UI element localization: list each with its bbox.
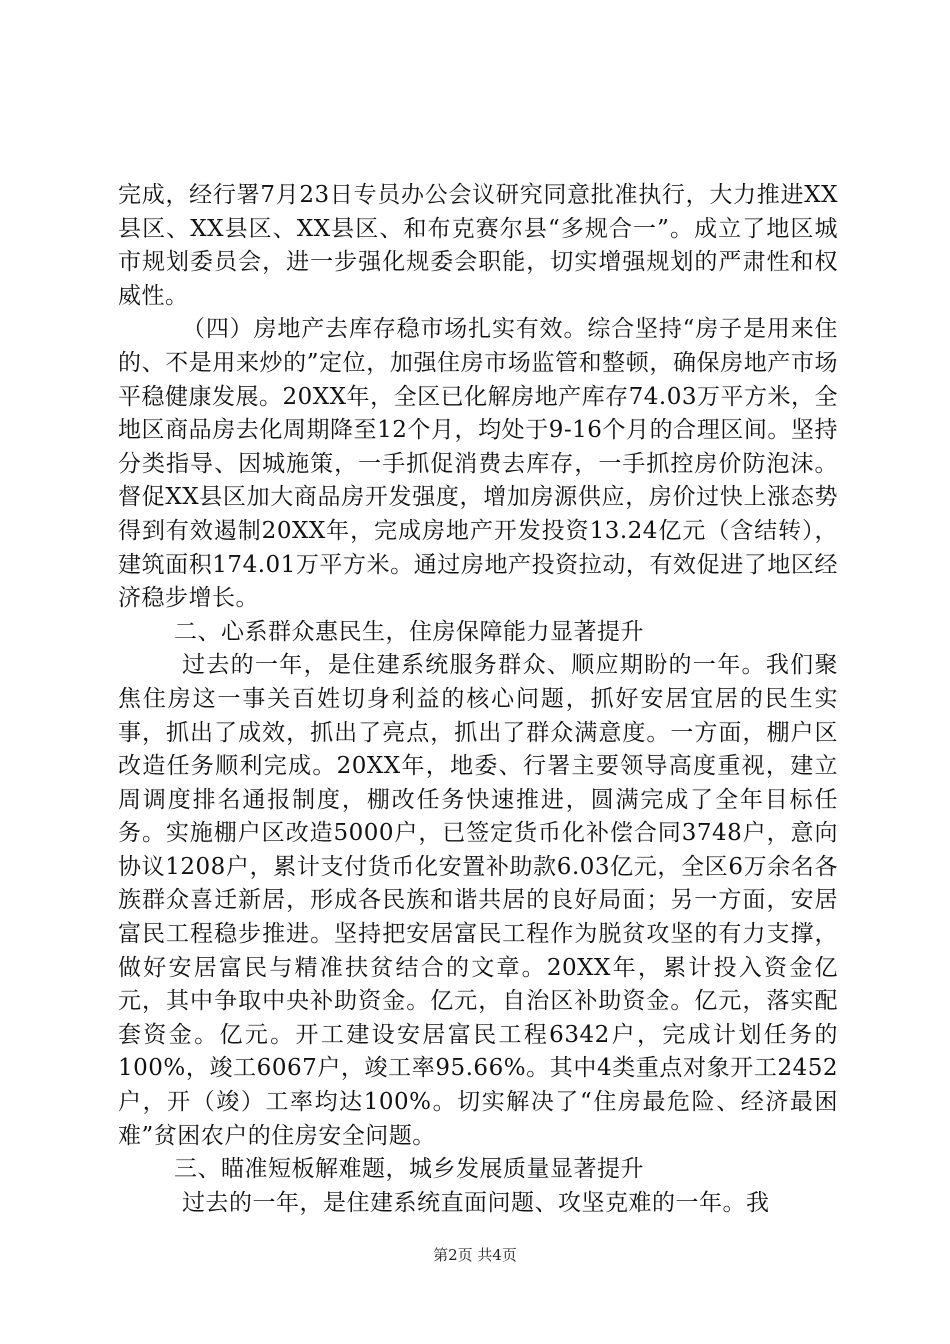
paragraph-real-estate: （四）房地产去库存稳市场扎实有效。综合坚持“房子是用来住的、不是用来炒的”定位，加强住房市场监管和整顿，确保房地产市场平稳健康发展。20XX年，全区已化解房地产库存74.03万平方米，全地区商品房去化周期降至12个月，均处于9-16个月的合理区间。坚持分类指导、因城施策，一手抓促消费去库存，一手抓控房价防泡沫。督促XX县区加大商品房开发强度，增加房源供应，房价过快上涨态势得到有效遏制20XX年，完成房地产开发投资13.24亿元（含结转），建筑面积174.01万平方米。通过房地产投资拉动，有效促进了地区经济稳步增长。 (118, 316, 838, 612)
section-heading-housing-security: 二、心系群众惠民生，住房保障能力显著提升 (174, 618, 644, 645)
paragraph-housing-security: 过去的一年，是住建系统服务群众、顺应期盼的一年。我们聚焦住房这一事关百姓切身利益的核心问题，抓好安居宜居的民生实事，抓出了成效，抓出了亮点，抓出了群众满意度。一方面，棚户区改造任务顺利完成。20XX年，地委、行署主要领导高度重视，建立周调度排名通报制度，棚改任务快速推进，圆满完成了全年目标任务。实施棚户区改造5000户，已签定货币化补偿合同3748户，意向协议1208户，累计支付货币化安置补助款6.03亿元，全区6万余名各族群众喜迁新居，形成各民族和谐共居的良好局面；另一方面，安居富民工程稳步推进。坚持把安居富民工程作为脱贫攻坚的有力支撑，做好安居富民与精准扶贫结合的文章。20XX年，累计投入资金亿元，其中争取中央补助资金。亿元，自治区补助资金。亿元，落实配套资金。亿元。开工建设安居富民工程6342户，完成计划任务的100%，竣工6067户，竣工率95.66%。其中4类重点对象开工2452户，开（竣）工率均达100%。切实解决了“住房最危险、经济最困难”贫困农户的住房安全问题。 (118, 652, 838, 1149)
document-body (118, 179, 838, 1220)
page-footer: 第2页 共4页 (433, 1246, 517, 1264)
paragraph-planning-continuation: 完成，经行署7月23日专员办公会议研究同意批准执行，大力推进XX县区、XX县区、XX县区、和布克赛尔县“多规合一”。成立了地区城市规划委员会，进一步强化规委会职能，切实增强规划的严肃性和权威性。 (118, 182, 838, 309)
paragraph-urban-rural: 过去的一年，是住建系统直面问题、攻坚克难的一年。我 (182, 1189, 770, 1216)
section-heading-urban-rural: 三、瞄准短板解难题，城乡发展质量显著提升 (174, 1156, 644, 1183)
